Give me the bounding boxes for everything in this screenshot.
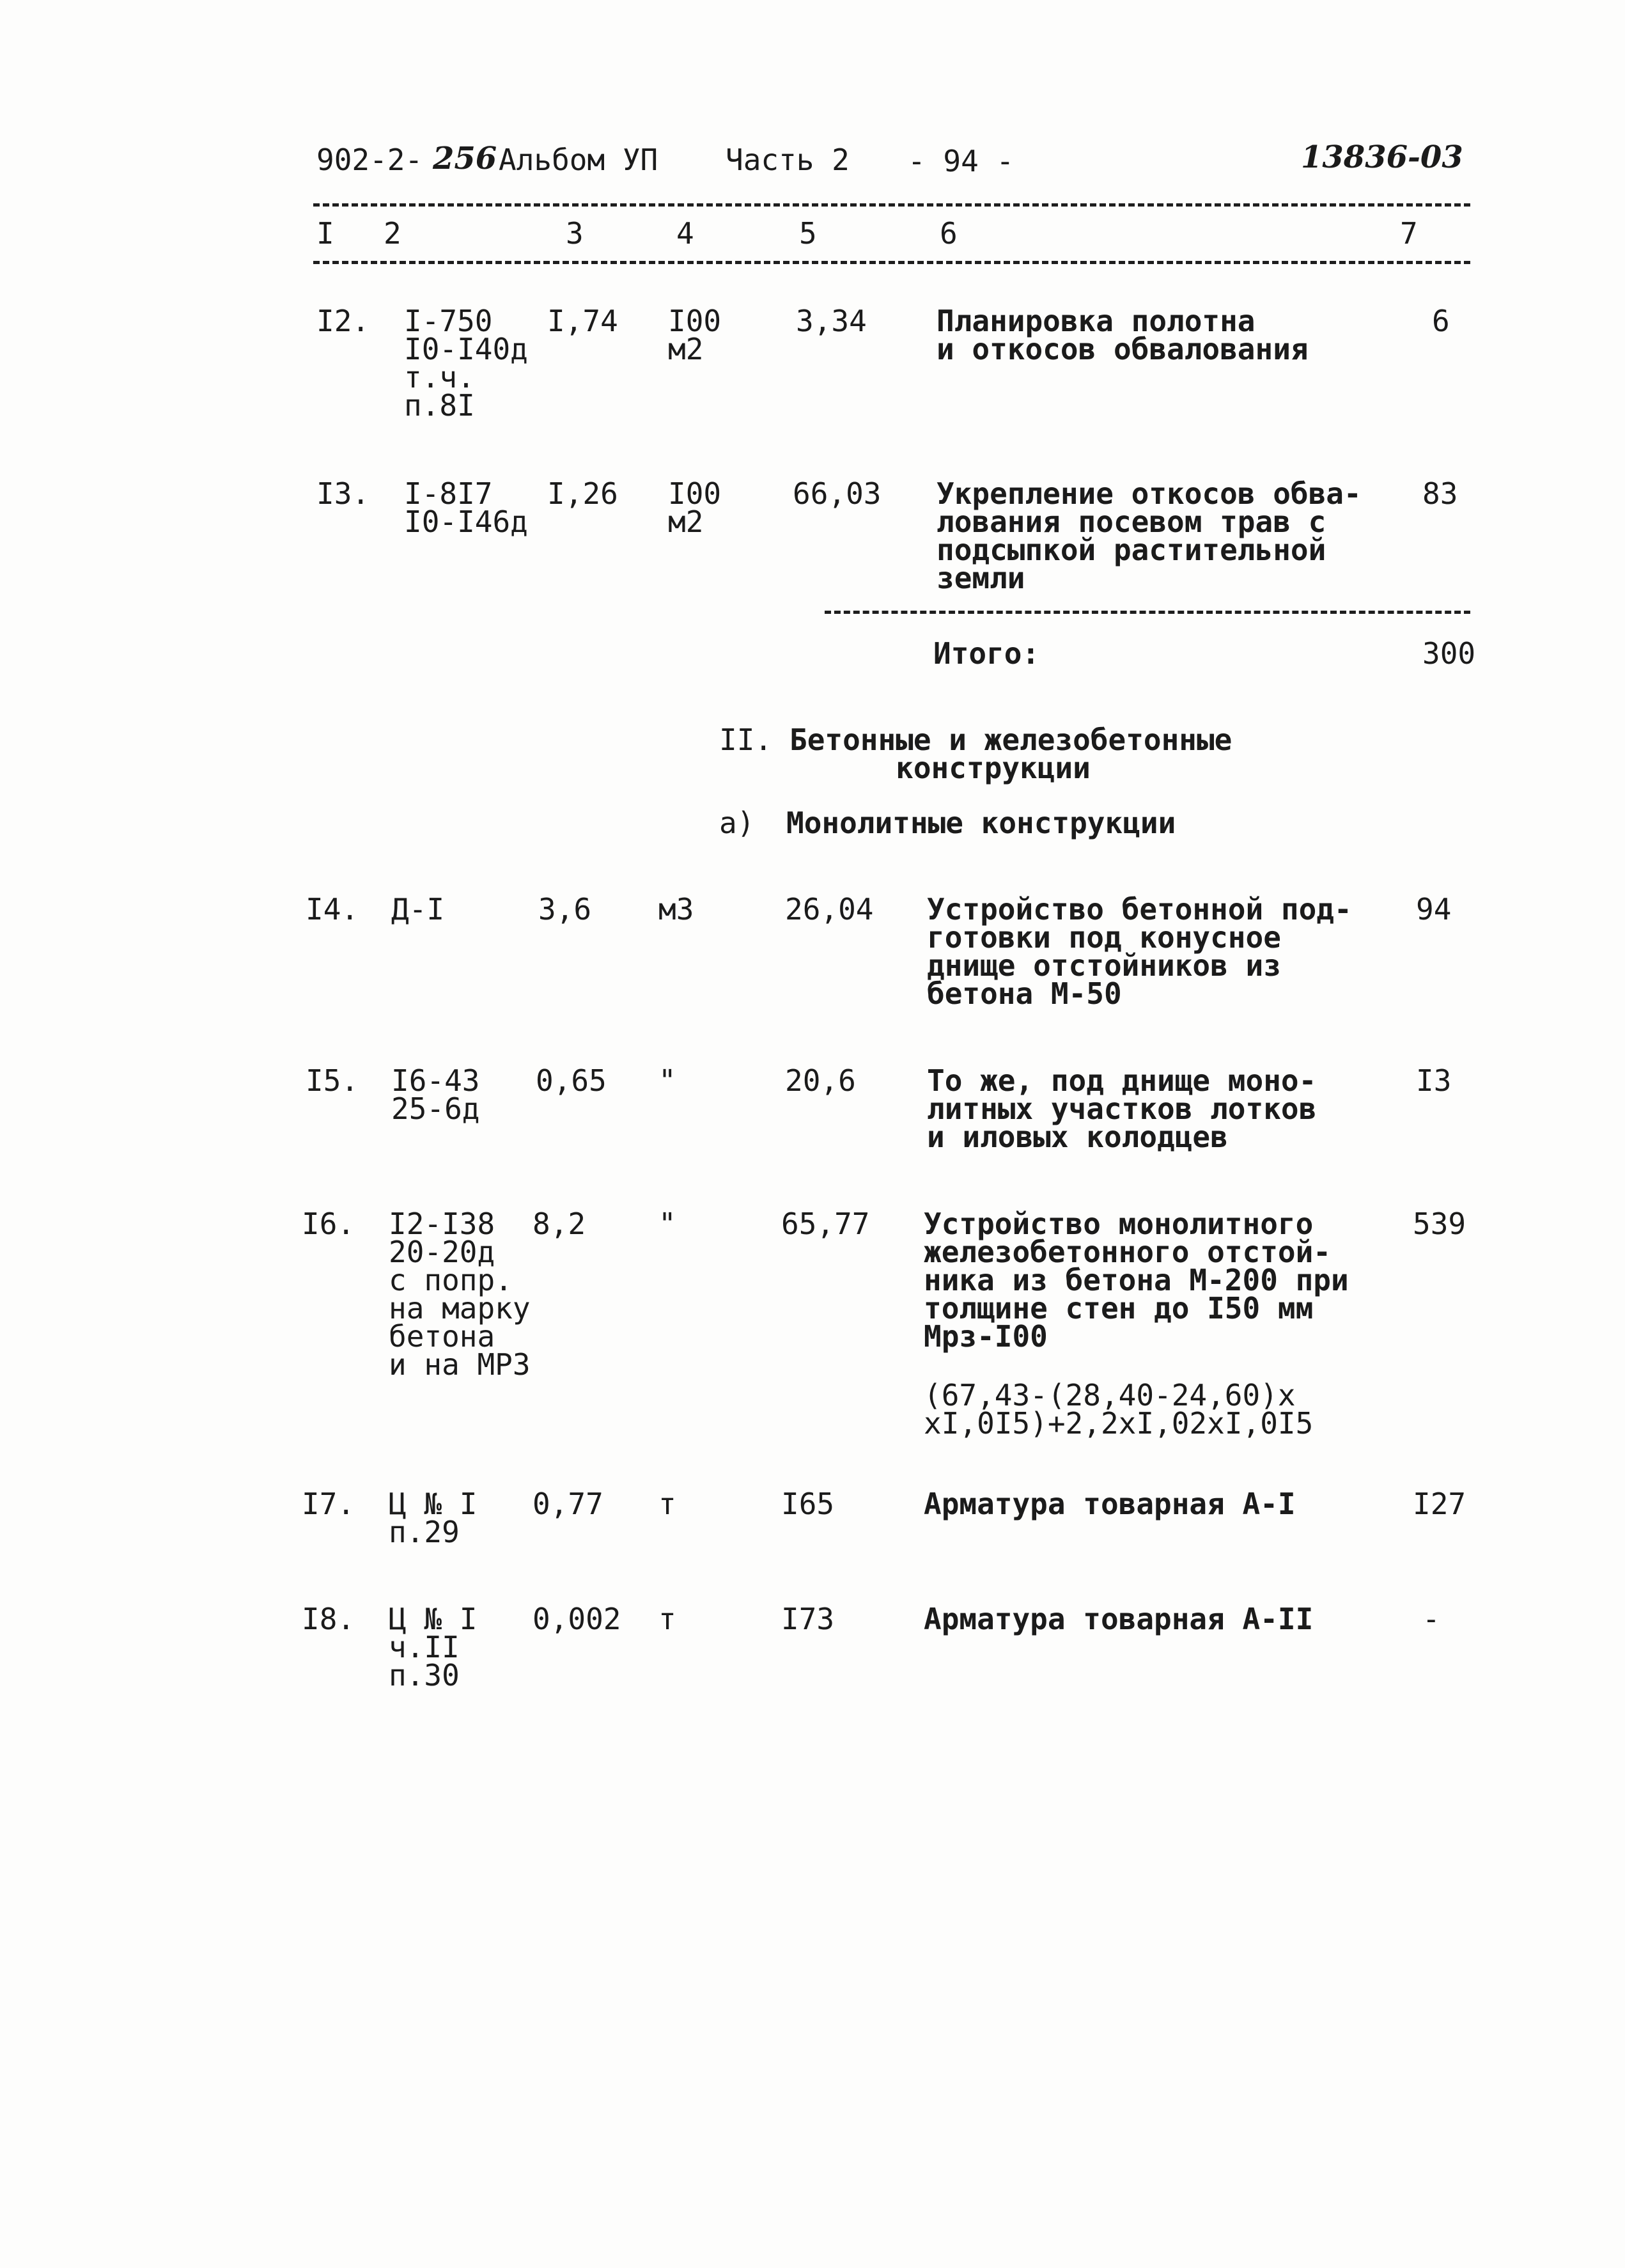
row-12-code: I-750 I0-I40д т.ч. п.8I xyxy=(404,304,528,423)
column-number-2: 2 xyxy=(384,216,401,251)
row-18-description: Арматура товарная А-II xyxy=(924,1602,1314,1636)
row-12-description: Планировка полотна и откосов обвалования xyxy=(937,304,1309,366)
row-13-quantity: I,26 xyxy=(547,476,618,511)
row-16-price: 65,77 xyxy=(781,1207,870,1241)
row-16-number: I6. xyxy=(302,1207,355,1241)
row-17-number: I7. xyxy=(302,1487,355,1521)
row-18-number: I8. xyxy=(302,1602,355,1636)
header-top-rule xyxy=(313,203,1470,207)
column-number-5: 5 xyxy=(799,216,817,251)
document-number-handwritten: 13836-03 xyxy=(1301,139,1463,175)
row-16-description: Устройство монолитного железобетонного отстой- ника из бетона М-200 при толщине стен до I50 мм Мрз-I00 xyxy=(924,1207,1349,1354)
row-13-price: 66,03 xyxy=(793,476,882,511)
album-label: Альбом УП xyxy=(499,143,658,177)
row-14-number: I4. xyxy=(306,892,359,927)
row-17-total: I27 xyxy=(1413,1487,1466,1521)
subtotal-value: 300 xyxy=(1422,636,1476,671)
row-14-total: 94 xyxy=(1416,892,1452,927)
section-number: II. xyxy=(719,723,773,757)
row-14-description: Устройство бетонной под- готовки под конусное днище отстойников из бетона М-50 xyxy=(927,892,1352,1011)
row-17-code: Ц № I п.29 xyxy=(389,1487,478,1549)
row-18-unit: т xyxy=(658,1602,676,1636)
row-13-code: I-8I7 I0-I46д xyxy=(404,476,528,539)
column-number-7: 7 xyxy=(1400,216,1418,251)
row-16-total: 539 xyxy=(1413,1207,1466,1241)
row-16-quantity: 8,2 xyxy=(533,1207,586,1241)
row-17-quantity: 0,77 xyxy=(533,1487,603,1521)
row-16-unit: " xyxy=(658,1207,676,1241)
part-label: Часть 2 xyxy=(726,143,850,177)
column-number-4: 4 xyxy=(676,216,694,251)
row-17-description: Арматура товарная А-I xyxy=(924,1487,1296,1521)
row-13-unit: I00 м2 xyxy=(668,476,722,539)
row-13-number: I3. xyxy=(316,476,370,511)
column-number-1: I xyxy=(316,216,334,251)
header-bottom-rule xyxy=(313,261,1470,264)
subtotal-label: Итого: xyxy=(933,636,1040,671)
row-13-description: Укрепление откосов обва- лования посевом трав с подсыпкой растительной земли xyxy=(937,476,1362,595)
row-15-price: 20,6 xyxy=(785,1063,856,1098)
row-15-unit: " xyxy=(658,1063,676,1098)
row-13-total: 83 xyxy=(1422,476,1458,511)
row-14-unit: м3 xyxy=(658,892,694,927)
row-12-unit: I00 м2 xyxy=(668,304,722,366)
row-18-total: - xyxy=(1422,1602,1440,1636)
document-code-handwritten: 256 xyxy=(433,141,497,176)
column-number-3: 3 xyxy=(566,216,584,251)
section-title: Бетонные и железобетонные конструкции xyxy=(789,723,1232,785)
row-16-code: I2-I38 20-20д с попр. на марку бетона и на МРЗ xyxy=(389,1207,531,1382)
row-17-price: I65 xyxy=(781,1487,835,1521)
row-15-code: I6-43 25-6д xyxy=(391,1063,480,1126)
row-18-code: Ц № I ч.II п.30 xyxy=(389,1602,478,1693)
subsection-title: Монолитные конструкции xyxy=(786,806,1176,840)
subsection-letter: а) xyxy=(719,806,755,840)
row-15-number: I5. xyxy=(306,1063,359,1098)
row-14-quantity: 3,6 xyxy=(538,892,592,927)
page-number: - 94 - xyxy=(908,144,1015,178)
row-18-quantity: 0,002 xyxy=(533,1602,621,1636)
row-12-number: I2. xyxy=(316,304,370,338)
row-12-total: 6 xyxy=(1432,304,1450,338)
row-17-unit: т xyxy=(658,1487,676,1521)
row-14-price: 26,04 xyxy=(785,892,874,927)
row-12-quantity: I,74 xyxy=(547,304,618,338)
row-15-quantity: 0,65 xyxy=(536,1063,607,1098)
row-16-formula: (67,43-(28,40-24,60)х хI,0I5)+2,2хI,02хI,0I5 xyxy=(924,1378,1314,1441)
row-14-code: Д-I xyxy=(391,892,445,927)
document-code-prefix: 902-2- xyxy=(316,143,423,177)
row-15-total: I3 xyxy=(1416,1063,1452,1098)
column-number-6: 6 xyxy=(940,216,958,251)
row-18-price: I73 xyxy=(781,1602,835,1636)
subtotal-rule xyxy=(825,611,1470,614)
row-15-description: То же, под днище моно- литных участков лотков и иловых колодцев xyxy=(927,1063,1317,1154)
row-12-price: 3,34 xyxy=(796,304,867,338)
